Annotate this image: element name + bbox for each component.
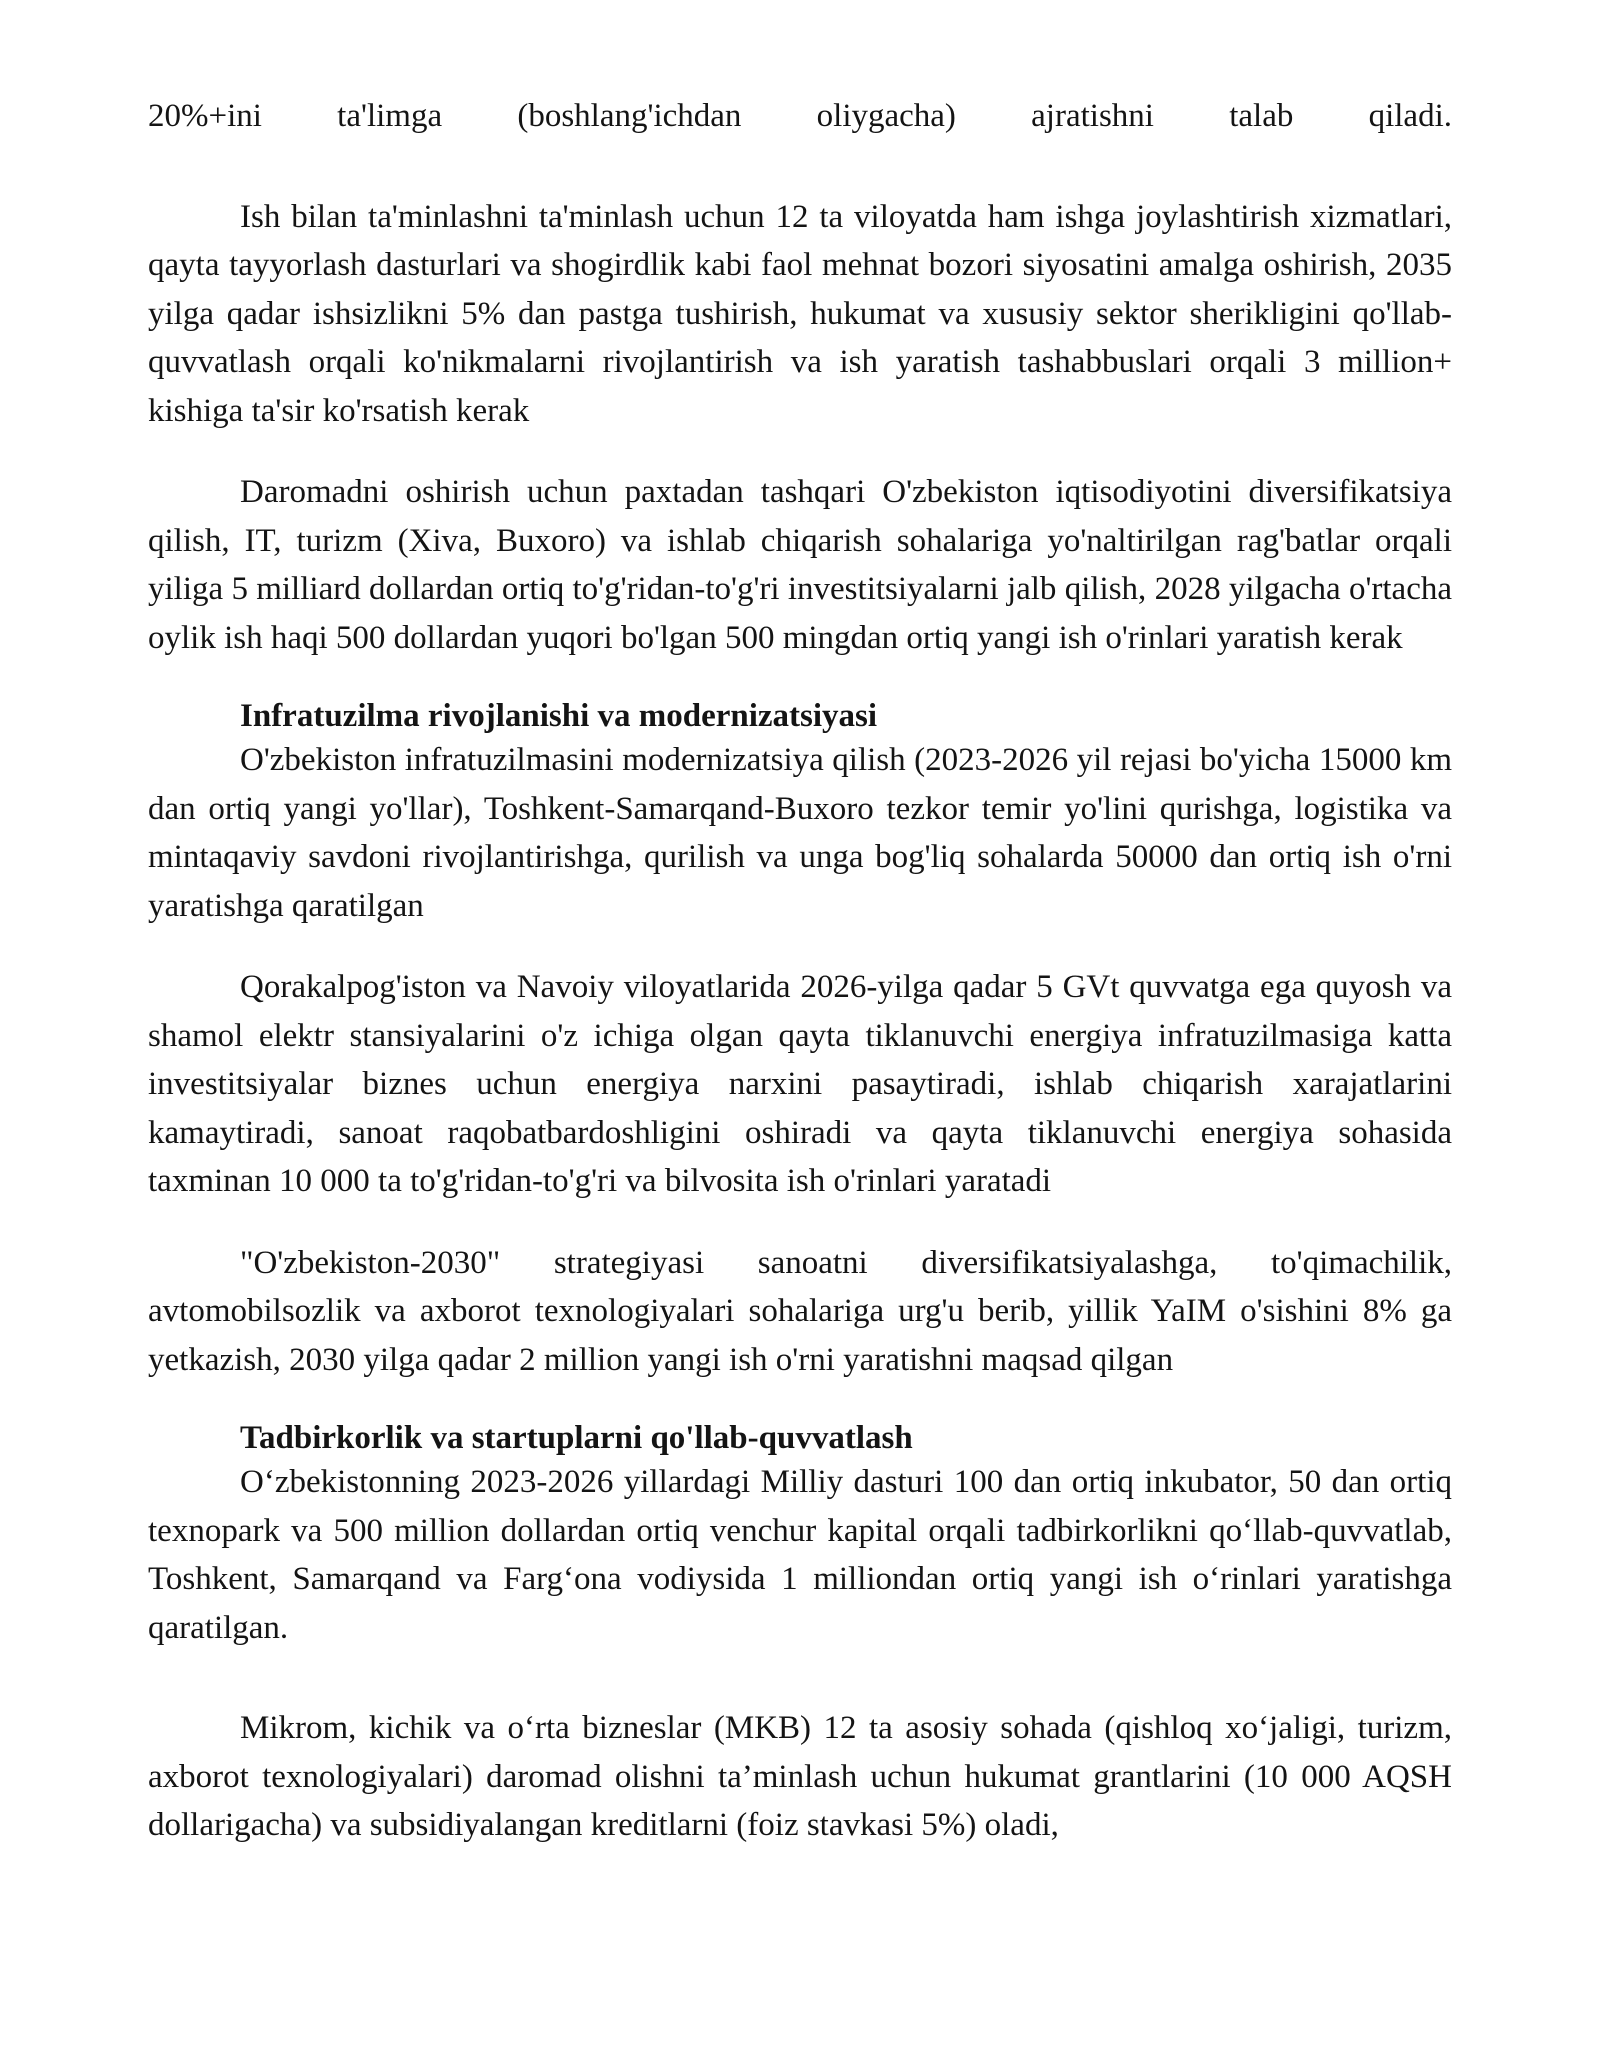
paragraph-infrastructure: O'zbekiston infratuzilmasini modernizatsiya qilish (2023-2026 yil rejasi bo'yicha 15000 km dan ortiq yangi yo'llar), Toshkent-Samarqand-Buxoro tezkor temir yo'lini qurishga, logistika va mintaqaviy savdoni rivojlantirishga, qurilish va unga bog'liq sohalarda 50000 dan ortiq ish o'rni yaratishga qaratilgan bbox=[148, 742, 1452, 924]
section-heading-entrepreneurship: Tadbirkorlik va startuplarni qo'llab-quvvatlash bbox=[240, 1420, 913, 1456]
paragraph-continuation: 20%+ini ta'limga (boshlang'ichdan oliygacha) ajratishni talab qiladi. bbox=[148, 98, 1452, 134]
paragraph-renewable-energy: Qorakalpog'iston va Navoiy viloyatlarida 2026-yilga qadar 5 GVt quvvatga ega quyosh va shamol elektr stansiyalarini o'z ichiga olgan qayta tiklanuvchi energiya infratuzilmasiga katta investitsiyalar biznes uchun energiya narxini pasaytiradi, ishlab chiqarish xarajatlarini kamaytiradi, sanoat raqobatbardoshligini oshiradi va qayta tiklanuvchi energiya sohasida taxminan 10 000 ta to'g'ridan-to'g'ri va bilvosita ish o'rinlari yaratadi bbox=[148, 969, 1452, 1199]
paragraph-national-program: O‘zbekistonning 2023-2026 yillardagi Milliy dasturi 100 dan ortiq inkubator, 50 dan ortiq texnopark va 500 million dollardan ortiq venchur kapital orqali tadbirkorlikni qo‘llab-quvvatlab, Toshkent, Samarqand va Farg‘ona vodiysida 1 milliondan ortiq yangi ish o‘rinlari yaratishga qaratilgan. bbox=[148, 1464, 1452, 1646]
paragraph-msme: Mikrom, kichik va o‘rta bizneslar (MKB) 12 ta asosiy sohada (qishloq xo‘jaligi, turizm, axborot texnologiyalari) daromad olishni ta’minlash uchun hukumat grantlarini (10 000 AQSH dollarigacha) va subsidiyalangan kreditlarni (foiz stavkasi 5%) oladi, bbox=[148, 1710, 1452, 1843]
paragraph-income: Daromadni oshirish uchun paxtadan tashqari O'zbekiston iqtisodiyotini diversifikatsiya qilish, IT, turizm (Xiva, Buxoro) va ishlab chiqarish sohalariga yo'naltirilgan rag'batlar orqali yiliga 5 milliard dollardan ortiq to'g'ridan-to'g'ri investitsiyalarni jalb qilish, 2028 yilgacha o'rtacha oylik ish haqi 500 dollardan yuqori bo'lgan 500 mingdan ortiq yangi ish o'rinlari yaratish kerak bbox=[148, 474, 1452, 656]
document-page bbox=[148, 92, 1452, 1850]
section-heading-infrastructure: Infratuzilma rivojlanishi va modernizatsiyasi bbox=[240, 698, 878, 734]
paragraph-strategy-2030: "O'zbekiston-2030" strategiyasi sanoatni diversifikatsiyalashga, to'qimachilik, avtomobilsozlik va axborot texnologiyalari sohalariga urg'u berib, yillik YaIM o'sishini 8% ga yetkazish, 2030 yilga qadar 2 million yangi ish o'rni yaratishni maqsad qilgan bbox=[148, 1244, 1452, 1378]
paragraph-employment: Ish bilan ta'minlashni ta'minlash uchun 12 ta viloyatda ham ishga joylashtirish xizmatlari, qayta tayyorlash dasturlari va shogirdlik kabi faol mehnat bozori siyosatini amalga oshirish, 2035 yilga qadar ishsizlikni 5% dan pastga tushirish, hukumat va xususiy sektor sherikligini qo'llab-quvvatlash orqali ko'nikmalarni rivojlantirish va ish yaratish tashabbuslari orqali 3 million+ kishiga ta'sir ko'rsatish kerak bbox=[148, 198, 1452, 429]
